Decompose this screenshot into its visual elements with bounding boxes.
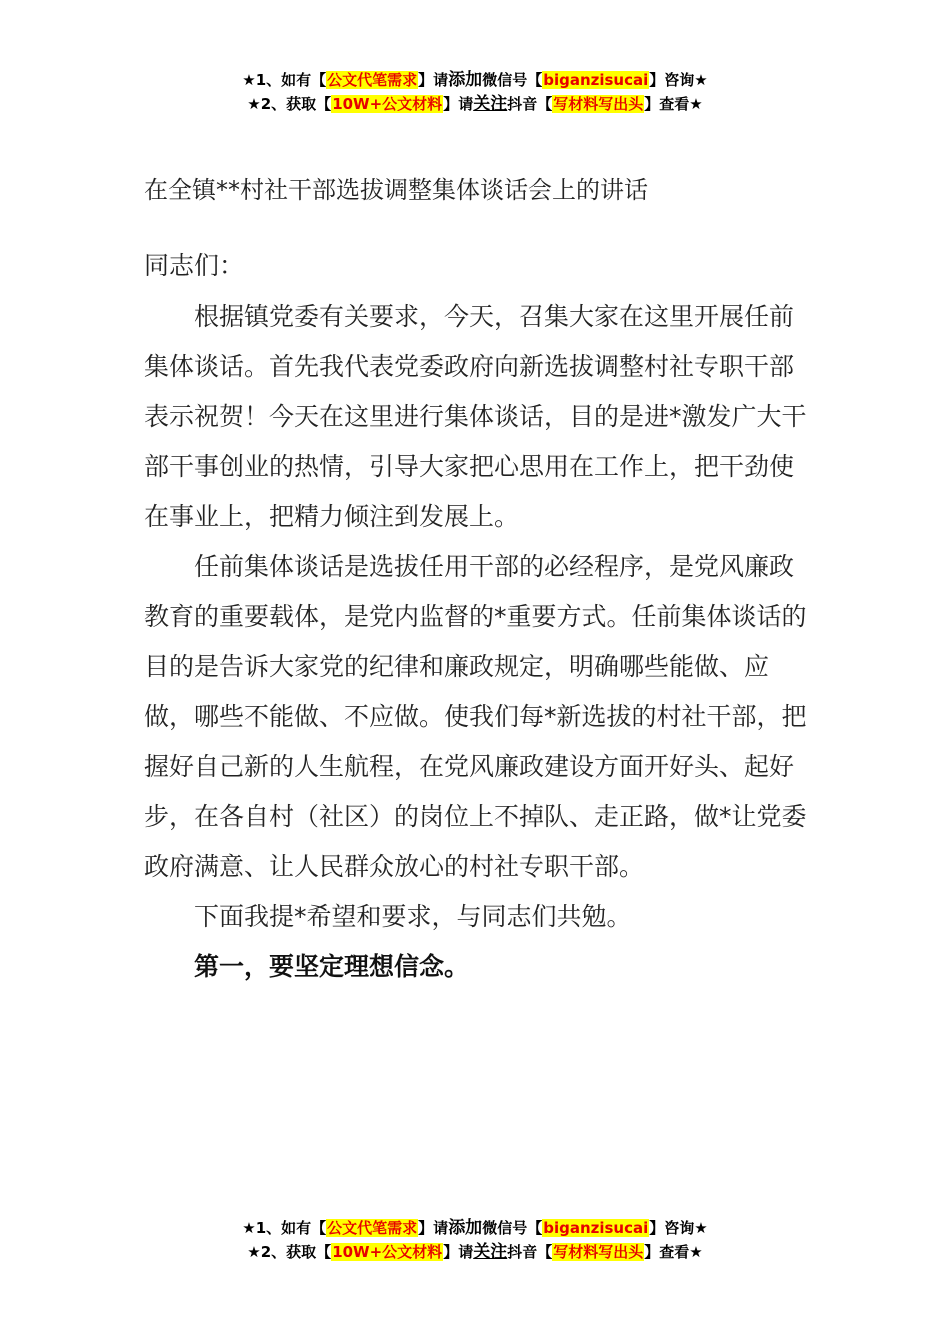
- promo-text: 抖音【: [507, 1243, 553, 1261]
- promo-emphasis: 添加: [448, 70, 483, 90]
- promo-text: ★2、获取【: [247, 95, 332, 113]
- promo-emphasis: 关注: [473, 94, 508, 114]
- body-paragraph: 下面我提*希望和要求，与同志们共勉。: [194, 902, 632, 931]
- promo-text: 】请: [443, 95, 474, 113]
- promo-highlight: 公文代笔需求: [327, 71, 418, 89]
- promo-text: 】请: [418, 71, 449, 89]
- promo-text: ★1、如有【: [242, 71, 327, 89]
- promo-text: 】查看★: [644, 95, 703, 113]
- promo-banner-top: [0, 68, 950, 116]
- promo-line-2: [0, 92, 950, 116]
- promo-text: ★2、获取【: [247, 1243, 332, 1261]
- promo-emphasis: 添加: [448, 1218, 483, 1238]
- salutation: 同志们：: [144, 251, 245, 280]
- promo-line-2: [0, 1240, 950, 1264]
- promo-highlight: 10W+公文材料: [332, 1243, 443, 1261]
- promo-text: ★1、如有【: [242, 1219, 327, 1237]
- promo-text: 】咨询★: [649, 1219, 708, 1237]
- document-title: 在全镇**村社干部选拔调整集体谈话会上的讲话: [144, 176, 648, 204]
- promo-line-1: [0, 68, 950, 92]
- promo-text: 微信号【: [482, 1219, 543, 1237]
- promo-douyin-id: 写材料写出头: [553, 1243, 644, 1261]
- promo-emphasis: 关注: [473, 1242, 508, 1262]
- promo-line-1: [0, 1216, 950, 1240]
- promo-text: 】咨询★: [649, 71, 708, 89]
- document-body: [144, 292, 814, 992]
- promo-douyin-id: 写材料写出头: [553, 95, 644, 113]
- promo-banner-bottom: [0, 1216, 950, 1264]
- body-paragraph: 根据镇党委有关要求，今天，召集大家在这里开展任前集体谈话。首先我代表党委政府向新选拔调整村社专职干部表示祝贺！今天在这里进行集体谈话，目的是进*激发广大干部干事创业的热情，引导大家把心思用在工作上，把干劲使在事业上，把精力倾注到发展上。: [144, 302, 807, 531]
- section-heading: 第一，要坚定理想信念。: [194, 952, 470, 981]
- promo-text: 】请: [443, 1243, 474, 1261]
- promo-highlight: 公文代笔需求: [327, 1219, 418, 1237]
- promo-text: 微信号【: [482, 71, 543, 89]
- promo-highlight: 10W+公文材料: [332, 95, 443, 113]
- promo-wechat-id: biganzisucai: [543, 1219, 649, 1237]
- promo-text: 抖音【: [507, 95, 553, 113]
- body-paragraph: 任前集体谈话是选拔任用干部的必经程序，是党风廉政教育的重要载体，是党内监督的*重要方式。任前集体谈话的目的是告诉大家党的纪律和廉政规定，明确哪些能做、应做，哪些不能做、不应做。使我们每*新选拔的村社干部，把握好自己新的人生航程，在党风廉政建设方面开好头、起好步，在各自村（社区）的岗位上不掉队、走正路，做*让党委政府满意、让人民群众放心的村社专职干部。: [144, 552, 807, 881]
- promo-text: 】查看★: [644, 1243, 703, 1261]
- promo-text: 】请: [418, 1219, 449, 1237]
- promo-wechat-id: biganzisucai: [543, 71, 649, 89]
